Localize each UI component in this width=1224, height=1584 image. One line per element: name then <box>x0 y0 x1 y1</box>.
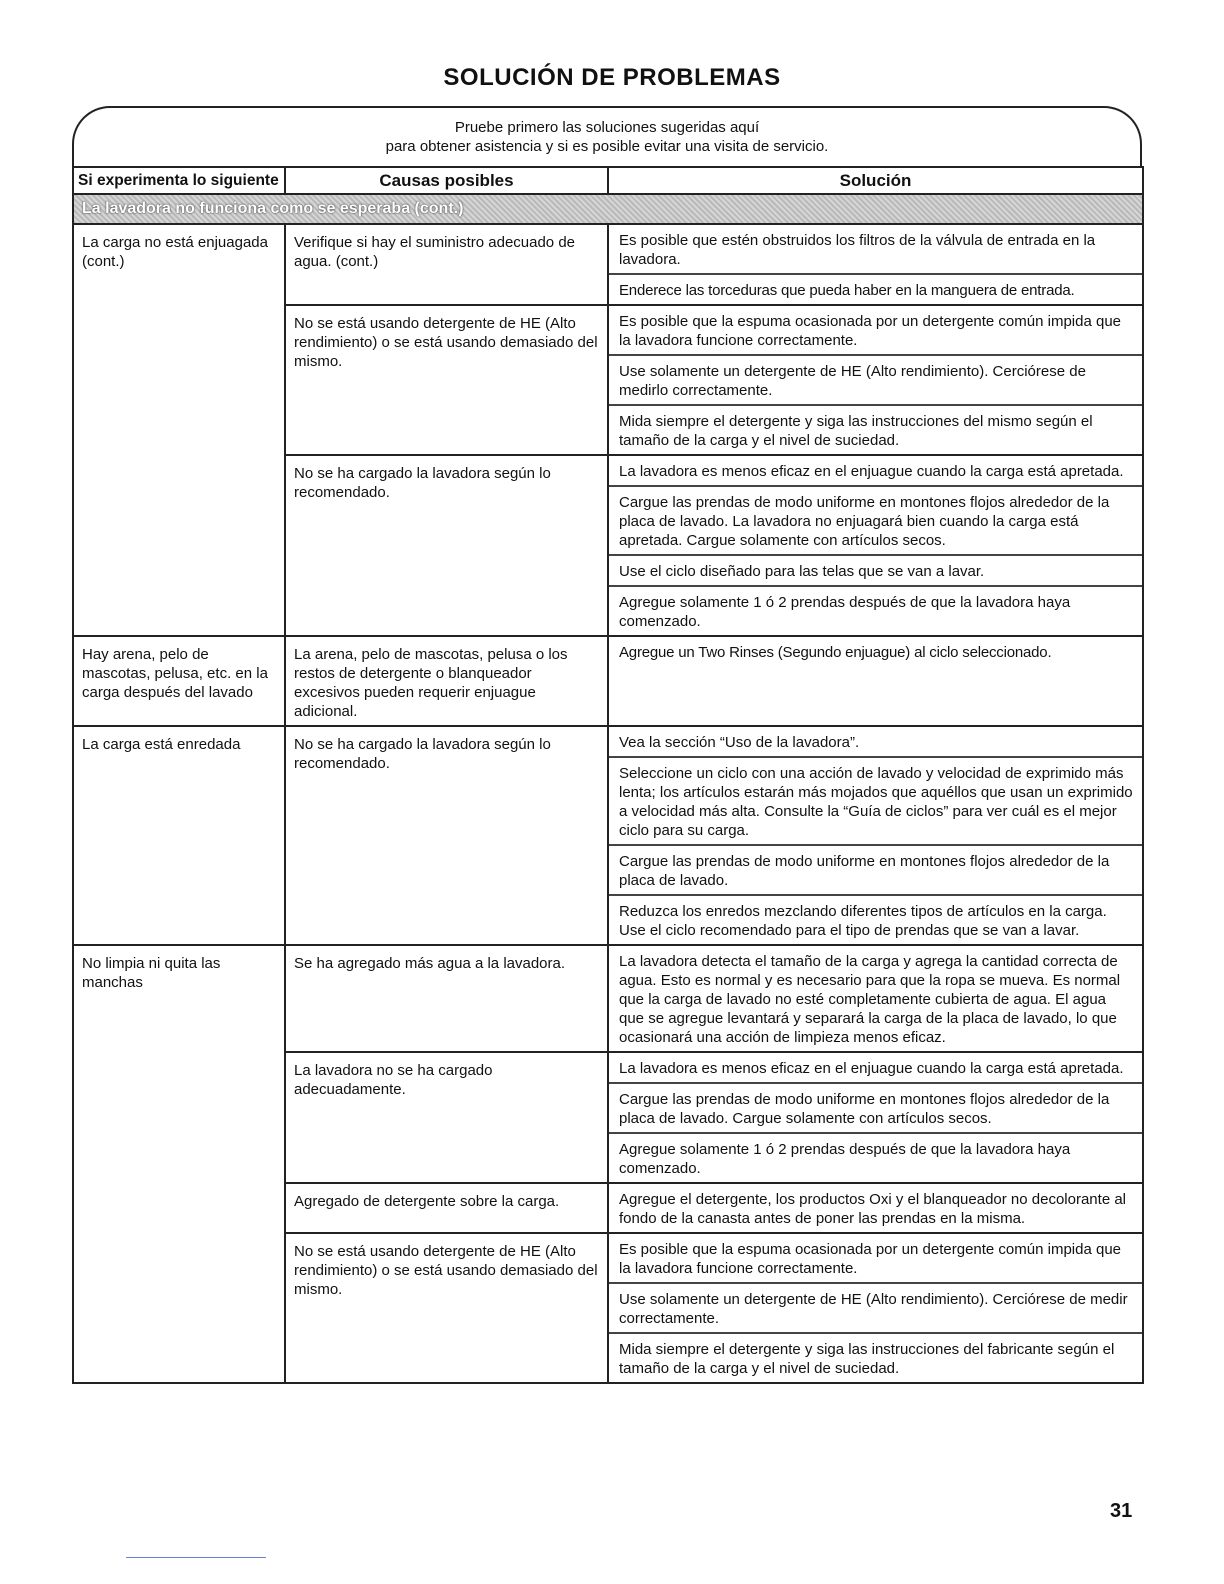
cause-cell: La arena, pelo de mascotas, pelusa o los restos de detergente o blanqueador excesivos pueden requerir enjuague adicional. <box>285 636 608 726</box>
solution-cell <box>608 945 1143 1052</box>
symptom-cell: Hay arena, pelo de mascotas, pelusa, etc. en la carga después del lavado <box>73 636 285 726</box>
solution-item: Enderece las torceduras que pueda haber en la manguera de entrada. <box>619 282 1075 299</box>
solution-cell <box>608 455 1143 636</box>
solution-item: Cargue las prendas de modo uniforme en montones flojos alrededor de la placa de lavado. La lavadora no enjuagará bien cuando la carga está apretada. Cargue solamente con artículos secos. <box>609 487 1142 556</box>
solution-item: Use solamente un detergente de HE (Alto rendimiento). Cerciórese de medirlo correctamente. <box>609 356 1142 406</box>
solution-item: Es posible que la espuma ocasionada por un detergente común impida que la lavadora funcione correctamente. <box>609 1234 1142 1284</box>
solution-item: La lavadora detecta el tamaño de la carga y agrega la cantidad correcta de agua. Esto es normal y es necesario para que la ropa se mueva. Es normal que la carga de lavado no esté completamente cubierta de agua. El agua que se agregue levantará y separará la carga de la placa de lavado, lo que ocasionará una acción de limpieza menos eficaz. <box>619 953 1121 1046</box>
table-body <box>73 224 1143 1383</box>
solution-item: Use solamente un detergente de HE (Alto rendimiento). Cerciórese de medir correctamente. <box>609 1284 1142 1334</box>
solution-cell <box>608 305 1143 455</box>
solution-item: Mida siempre el detergente y siga las instrucciones del mismo según el tamaño de la carga y el nivel de suciedad. <box>619 413 1093 449</box>
solution-item: Cargue las prendas de modo uniforme en montones flojos alrededor de la placa de lavado. Cargue solamente con artículos secos. <box>609 1084 1142 1134</box>
solution-item: Seleccione un ciclo con una acción de lavado y velocidad de exprimido más lenta; los artículos estarán más mojados que aquéllos que usan un exprimido a velocidad más alta. Consulte la “Guía de ciclos” para ver cuál es el mejor ciclo para su carga. <box>609 758 1142 846</box>
symptom-cell: La carga está enredada <box>73 726 285 945</box>
intro-line-2: para obtener asistencia y si es posible evitar una visita de servicio. <box>385 138 829 155</box>
intro-line-1: Pruebe primero las soluciones sugeridas aquí <box>454 119 760 136</box>
solution-item: Agregue un Two Rinses (Segundo enjuague) al ciclo seleccionado. <box>619 644 1052 661</box>
solution-item: La lavadora es menos eficaz en el enjuague cuando la carga está apretada. <box>609 1053 1142 1084</box>
solution-cell <box>608 1183 1143 1233</box>
cause-cell: No se está usando detergente de HE (Alto rendimiento) o se está usando demasiado del mismo. <box>285 305 608 455</box>
solution-cell <box>608 726 1143 945</box>
solution-item: Use el ciclo diseñado para las telas que se van a lavar. <box>609 556 1142 587</box>
solution-cell <box>608 1233 1143 1383</box>
solution-item: Mida siempre el detergente y siga las instrucciones del fabricante según el tamaño de la carga y el nivel de suciedad. <box>619 1341 1115 1377</box>
cause-cell: No se está usando detergente de HE (Alto rendimiento) o se está usando demasiado del mismo. <box>285 1233 608 1383</box>
cause-cell: No se ha cargado la lavadora según lo recomendado. <box>285 726 608 945</box>
table-row <box>73 636 1143 726</box>
symptom-cell: No limpia ni quita las manchas <box>73 945 285 1383</box>
solution-item: Reduzca los enredos mezclando diferentes tipos de artículos en la carga. Use el ciclo recomendado para el tipo de prendas que se van a lavar. <box>619 903 1107 939</box>
header-solution: Solución <box>608 167 1143 194</box>
solution-item: Es posible que estén obstruidos los filtros de la válvula de entrada en la lavadora. <box>609 225 1142 275</box>
troubleshooting-table <box>72 166 1144 1384</box>
table-row <box>73 726 1143 945</box>
cause-cell: Se ha agregado más agua a la lavadora. <box>285 945 608 1052</box>
solution-item: Cargue las prendas de modo uniforme en montones flojos alrededor de la placa de lavado. <box>609 846 1142 896</box>
solution-cell <box>608 636 1143 726</box>
solution-item: Agregue el detergente, los productos Oxi y el blanqueador no decolorante al fondo de la canasta antes de poner las prendas en la misma. <box>619 1191 1127 1227</box>
page-title: SOLUCIÓN DE PROBLEMAS <box>443 64 781 91</box>
solution-cell <box>608 1052 1143 1183</box>
solution-item: La lavadora es menos eficaz en el enjuague cuando la carga está apretada. <box>609 456 1142 487</box>
table-header-row <box>73 167 1143 194</box>
table-row <box>73 945 1143 1052</box>
footer-rule <box>126 1557 266 1558</box>
cause-cell: La lavadora no se ha cargado adecuadamente. <box>285 1052 608 1183</box>
solution-item: Agregue solamente 1 ó 2 prendas después de que la lavadora haya comenzado. <box>619 594 1071 630</box>
symptom-cell: La carga no está enjuagada (cont.) <box>73 224 285 636</box>
section-banner: La lavadora no funciona como se esperaba (cont.) <box>73 194 1143 224</box>
solution-item: Vea la sección “Uso de la lavadora”. <box>609 727 1142 758</box>
cause-cell: No se ha cargado la lavadora según lo recomendado. <box>285 455 608 636</box>
header-symptom: Si experimenta lo siguiente <box>73 167 285 194</box>
solution-item: Es posible que la espuma ocasionada por un detergente común impida que la lavadora funcione correctamente. <box>609 306 1142 356</box>
cause-cell: Verifique si hay el suministro adecuado de agua. (cont.) <box>285 224 608 305</box>
cause-cell: Agregado de detergente sobre la carga. <box>285 1183 608 1233</box>
header-cause: Causas posibles <box>285 167 608 194</box>
section-banner-row <box>73 194 1143 224</box>
solution-item: Agregue solamente 1 ó 2 prendas después de que la lavadora haya comenzado. <box>619 1141 1071 1177</box>
table-row <box>73 224 1143 305</box>
page-number: 31 <box>1110 1500 1133 1522</box>
intro-text <box>72 118 1142 156</box>
solution-cell <box>608 224 1143 305</box>
